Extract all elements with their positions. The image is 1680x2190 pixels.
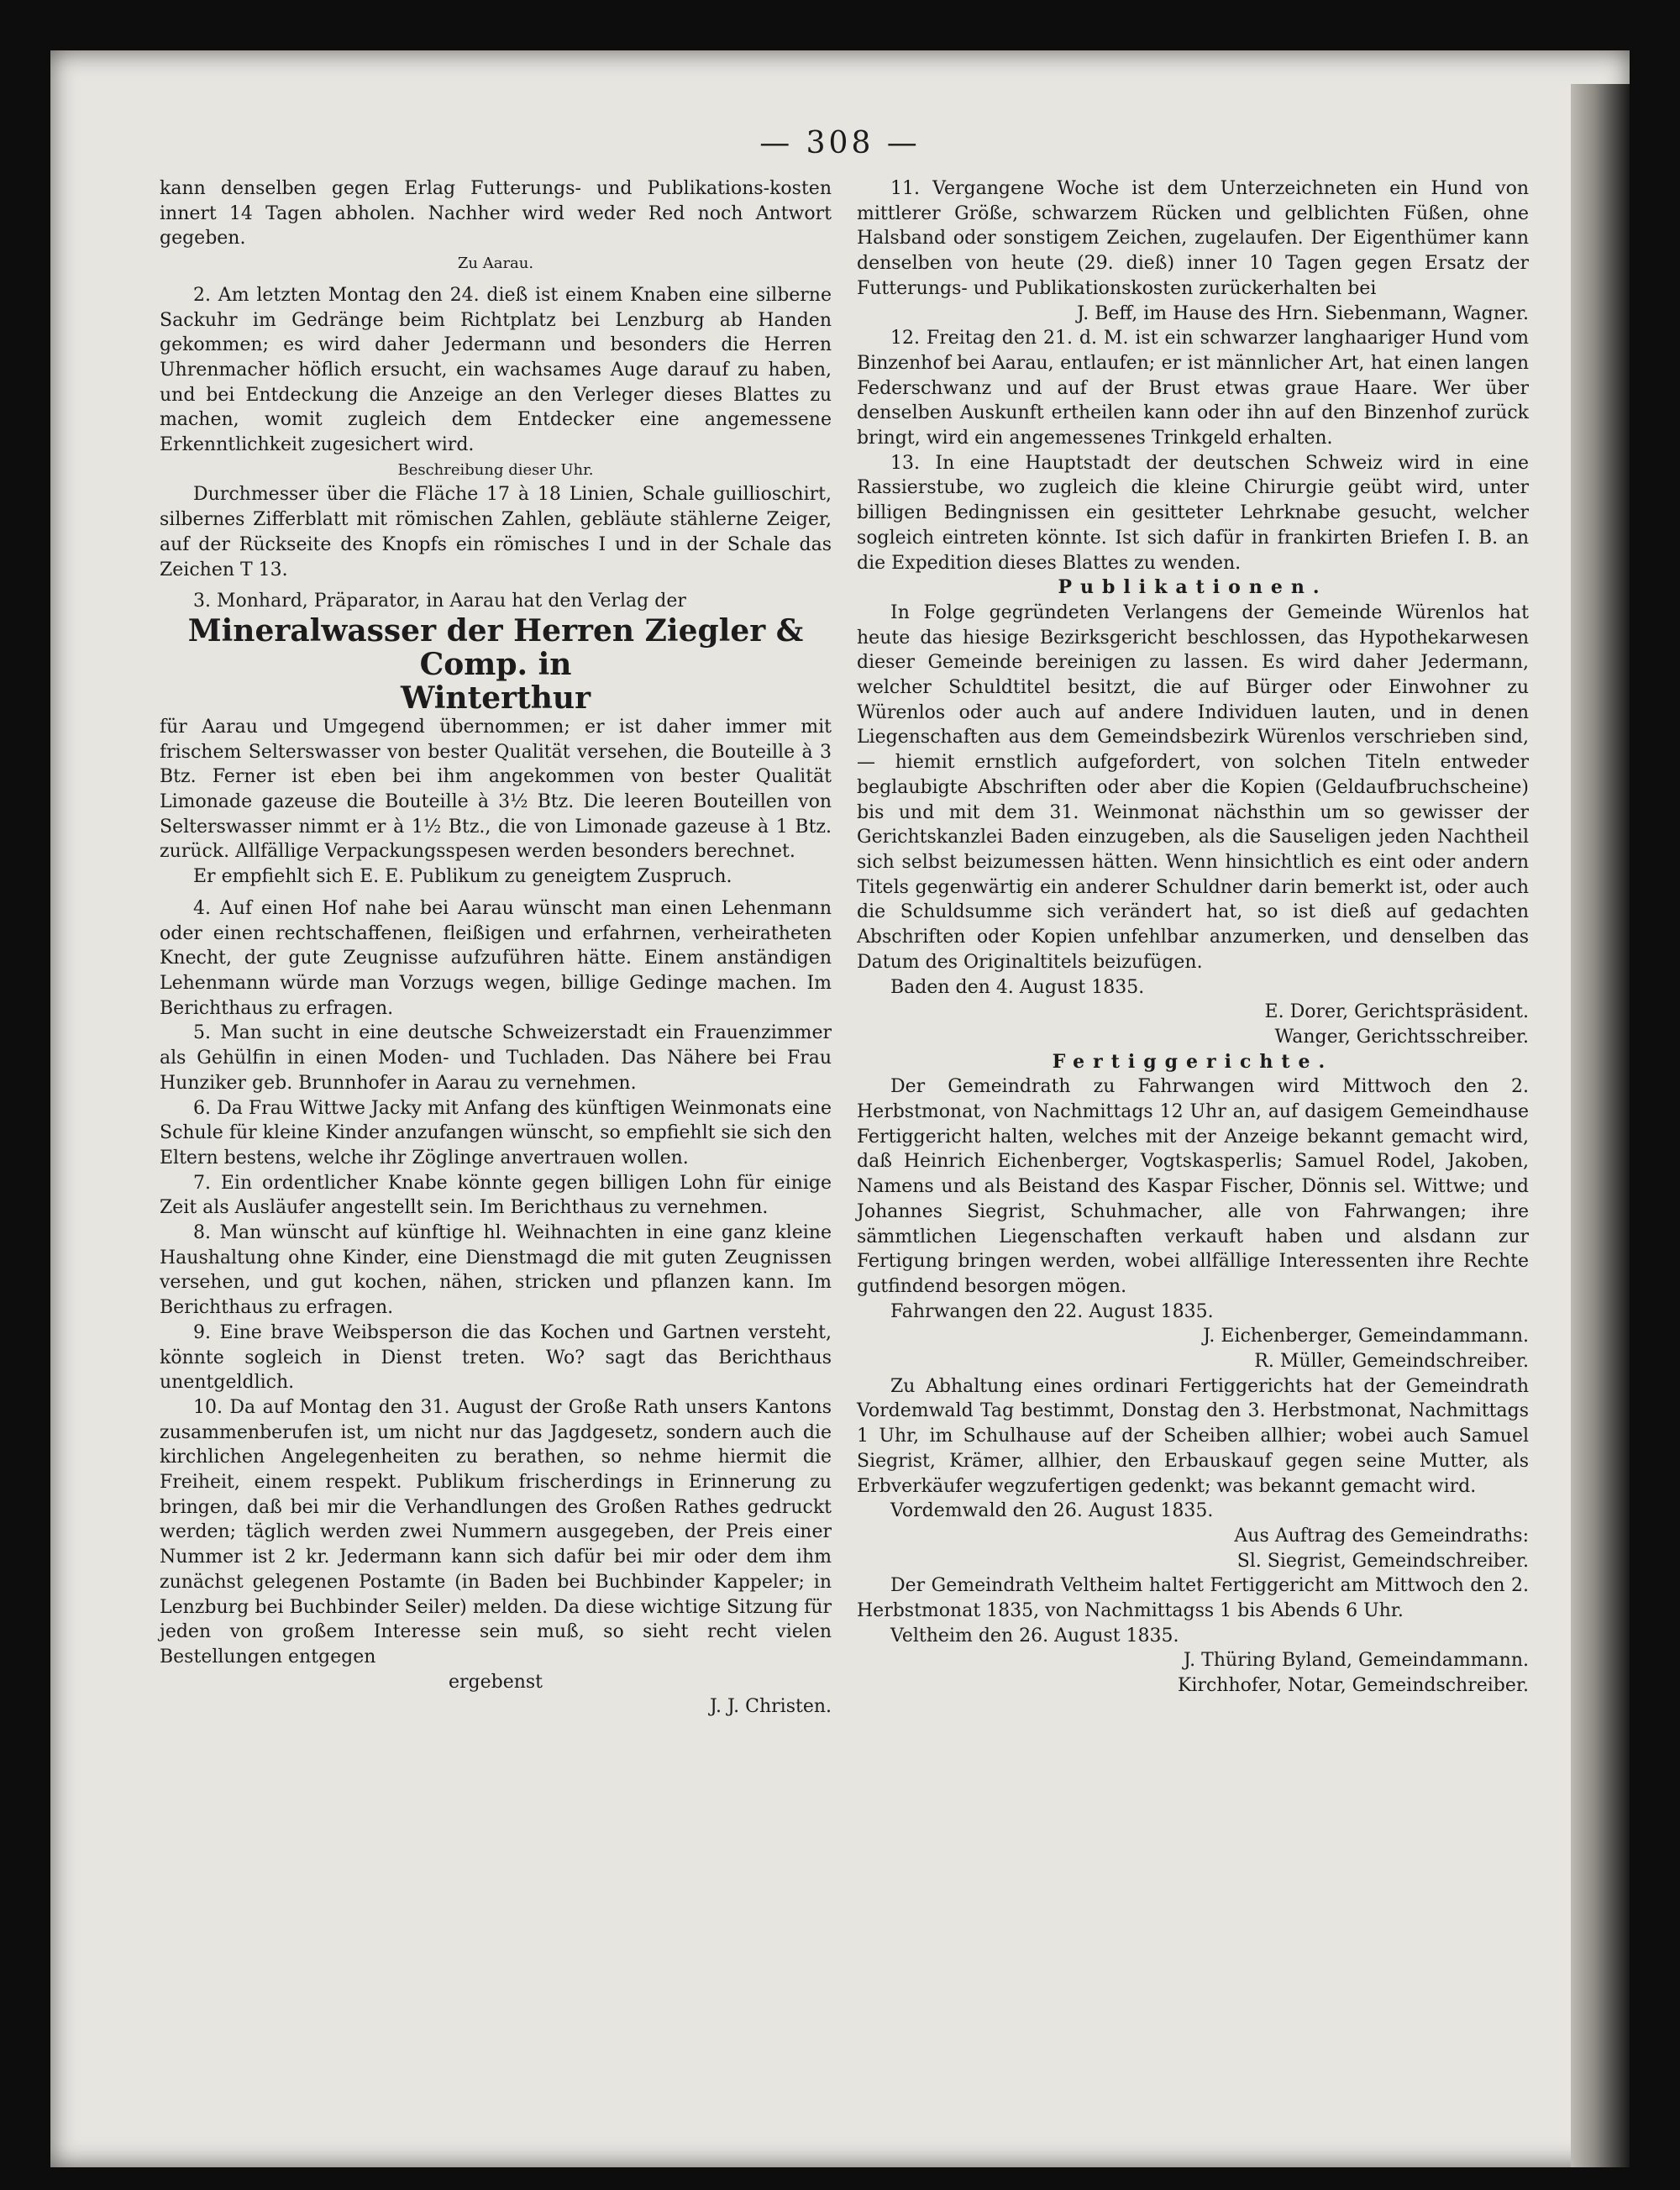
notice-3-title-line2: Winterthur <box>400 680 591 716</box>
fertiggericht-veltheim: Der Gemeindrath Veltheim haltet Fertiggericht am Mittwoch den 2. Herbstmonat 1835, von Nachmittagss 1 bis Abends 6 Uhr. <box>857 1575 1529 1622</box>
fertiggericht-veltheim-signature-2: Kirchhofer, Notar, Gemeindschreiber. <box>1178 1675 1529 1697</box>
newspaper-page <box>50 50 1630 2167</box>
fertiggericht-vordemwald: Zu Abhaltung eines ordinari Fertiggerichts hat der Gemeindrath Vordemwald Tag bestimmt, Donstag den 3. Herbstmonat, Nachmittags 1 Uhr, im Schulhause auf der Scheiben allhier; wobei auch Samuel Siegrist, Krämer, allhier, den Erbauskauf gegen seine Mutter, als Erbverkäufer wegzufertigen gedenkt; was bekannt gemacht wird. <box>857 1375 1529 1497</box>
fertiggericht-veltheim-signature-1: J. Thüring Byland, Gemeindammann. <box>1184 1650 1529 1672</box>
notice-10-signature: J. J. Christen. <box>709 1696 832 1718</box>
publication-signature-2: Wanger, Gerichtsschreiber. <box>1274 1026 1529 1048</box>
notice-11: 11. Vergangene Woche ist dem Unterzeichneten ein Hund von mittlerer Größe, schwarzem Rücken und gelblichten Füßen, ohne Halsband oder sonstigem Zeichen, zugelaufen. Der Eigenthümer kann denselben von heute (29. dieß) inner 10 Tagen gegen Ersatz der Futterungs- und Publikationskosten zurückerhalten bei <box>857 178 1529 299</box>
publication-date: Baden den 4. August 1835. <box>890 976 1145 998</box>
left-column <box>160 176 832 1720</box>
notice-8: 8. Man wünscht auf künftige hl. Weihnachten in eine ganz kleine Haushaltung ohne Kinder, eine Dienstmagd die mit guten Zeugnissen versehen, und gut kochen, nähen, stricken und pflanzen kann. Im Berichthaus zu erfragen. <box>160 1222 832 1319</box>
notice-9: 9. Eine brave Weibsperson die das Kochen und Gartnen versteht, könnte sogleich in Dienst treten. Wo? sagt das Berichthaus unentgeldlich. <box>160 1321 832 1394</box>
notice-10: 10. Da auf Montag den 31. August der Große Rath unsers Kantons zusammenberufen ist, um nicht nur das Jagdgesetz, sondern auch die kirchlichen Angelegenheiten zu berathen, so nehme hiermit die Freiheit, einem respekt. Publikum frischerdings in Erinnerung zu bringen, daß bei mir die Verhandlungen des Großen Rathes gedruckt werden; täglich werden zwei Nummern ausgegeben, der Preis einer Nummer ist 2 kr. Jedermann kann sich dafür bei mir oder dem ihm zunächst gelegenen Postamte (in Baden bei Buchbinder Kappeler; in Lenzburg bei Buchbinder Seiler) melden. Da diese wichtige Sitzung für jeden von großem Interesse sein muß, so sieht recht vielen Bestellungen entgegen <box>160 1396 832 1667</box>
notice-continuation: kann denselben gegen Erlag Futterungs- und Publikations-kosten innert 14 Tagen abholen. Nachher wird weder Red noch Antwort gegeben. <box>160 178 832 249</box>
notice-7: 7. Ein ordentlicher Knabe könnte gegen billigen Lohn für einige Zeit als Ausläufer angestellt sein. Im Berichthaus zu vernehmen. <box>160 1172 832 1219</box>
fertiggericht-vordemwald-date: Vordemwald den 26. August 1835. <box>890 1500 1214 1522</box>
fertiggericht-vordemwald-signature-2: Sl. Siegrist, Gemeindschreiber. <box>1236 1550 1529 1572</box>
publication-signature-1: E. Dorer, Gerichtspräsident. <box>1264 1001 1529 1023</box>
fertiggericht-fahrwangen: Der Gemeindrath zu Fahrwangen wird Mittwoch den 2. Herbstmonat, von Nachmittags 12 Uhr an, auf dasigem Gemeindhause Fertiggericht halten, welches mit der Anzeige bekannt gemacht wird, daß Heinrich Eichenberger, Vogtskasperlis; Samuel Rodel, Jakoben, Namens und als Beistand des Kaspar Fischer, Dönnis sel. Wittwe; und Johannes Siegrist, Schuhmacher, alle von Fahrwangen; ihre sämmtlichen Liegenschaften verkauft haben und alsdann zur Fertigung bringen werden, wobei allfällige Interessenten ihre Rechte gutfindend besorgen mögen. <box>857 1076 1529 1297</box>
notice-2: 2. Am letzten Montag den 24. dieß ist einem Knaben eine silberne Sackuhr im Gedränge beim Richtplatz bei Lenzburg ab Handen gekommen; es wird daher Jedermann und besonders die Herren Uhrenmacher höflich ersucht, ein wachsames Auge darauf zu haben, und bei Entdeckung die Anzeige an den Verleger dieses Blattes zu machen, womit zugleich dem Entdecker eine angemessene Erkenntlichkeit zugesichert wird. <box>160 284 832 456</box>
section-heading-publikationen: Publikationen. <box>1058 576 1328 599</box>
fertiggericht-fahrwangen-signature-2: R. Müller, Gemeindschreiber. <box>1254 1351 1529 1373</box>
notice-10-closing: ergebenst <box>448 1671 543 1693</box>
notice-13: 13. In eine Hauptstadt der deutschen Schweiz wird in eine Rassierstube, wo zugleich die kleine Chirurgie geübt wird, unter billigen Bedingnissen ein gesitteter Lehrknabe gesucht, welcher sogleich eintreten könnte. Ist sich dafür in frankirten Briefen I. B. an die Expedition dieses Blattes zu wenden. <box>857 452 1529 574</box>
publication-wuerenlos: In Folge gegründeten Verlangens der Gemeinde Würenlos hat heute das hiesige Bezirksgericht beschlossen, das Hypothekarwesen dieser Gemeinde bereinigen zu lassen. Es wird daher Jedermann, welcher Schuldtitel besitzt, die auf Bürger oder Einwohner zu Würenlos oder auch auf andere Individuen lauten, und in denen Liegenschaften aus dem Gemeindsbezirk Würenlos verschrieben sind, — hiemit ernstlich aufgefordert, von solchen Titeln entweder beglaubigte Abschriften oder aber die Kopien (Geldaufbruchscheine) bis und mit dem 31. Weinmonat nächsthin um so gewisser der Gerichtskanzlei Baden einzugeben, als die Sauseligen jeden Nachtheil sich selbst beizumessen hätten. Wenn hinsichtlich es eint oder andern Titels gegenwärtig ein anderer Schuldner darin bemerkt ist, oder auch die Schuldsumme sich verändert hat, so ist dieß auf gedachten Abschriften oder Kopien unfehlbar anzumerken, und denselben das Datum des Originaltitels beizufügen. <box>857 601 1529 973</box>
fertiggericht-fahrwangen-date: Fahrwangen den 22. August 1835. <box>890 1300 1214 1322</box>
page-number: — 308 — <box>759 126 921 160</box>
section-heading-fertiggerichte: Fertiggerichte. <box>1052 1050 1334 1073</box>
location-heading: Zu Aarau. <box>457 255 534 273</box>
watch-description-title: Beschreibung dieser Uhr. <box>397 460 594 479</box>
fertiggericht-fahrwangen-signature-1: J. Eichenberger, Gemeindammann. <box>1203 1326 1529 1347</box>
notice-12: 12. Freitag den 21. d. M. ist ein schwarzer langhaariger Hund vom Binzenhof bei Aarau, entlaufen; er ist männlicher Art, hat einen langen Federschwanz und auf der Brust etwas graue Haare. Wer über denselben Auskunft ertheilen kann oder ihn auf den Binzenhof zurück bringt, wird ein angemessenes Trinkgeld erhalten. <box>857 328 1529 449</box>
notice-4: 4. Auf einen Hof nahe bei Aarau wünscht man einen Lehenmann oder einen rechtschaffenen, fleißigen und erfahrnen, verheiratheten Knecht, der gute Zeugnisse aufzuführen hätte. Einem anständigen Lehenmann würde man Vorzugs wegen, billige Gedinge machen. Im Berichthaus zu erfragen. <box>160 897 832 1019</box>
notice-11-signature: J. Beff, im Hause des Hrn. Siebenmann, Wagner. <box>1077 302 1529 324</box>
fertiggericht-vordemwald-signature-1: Aus Auftrag des Gemeindraths: <box>1234 1525 1529 1547</box>
page-edge <box>1571 84 1630 2167</box>
notice-3-body: für Aarau und Umgegend übernommen; er ist daher immer mit frischem Selterswasser von bester Qualität versehen, die Bouteille à 3 Btz. Ferner ist eben bei ihm angekommen von bester Qualität Limonade gazeuse die Bouteille à 3½ Btz. Die leeren Bouteillen von Selterswasser nimmt er à 1½ Btz., die von Limonade gazeuse à 1 Btz. zurück. Allfällige Verpackungsspesen werden besonders berechnet. <box>160 716 832 863</box>
notice-3-closing: Er empfiehlt sich E. E. Publikum zu geneigtem Zuspruch. <box>193 866 732 888</box>
right-column <box>857 176 1529 1699</box>
notice-6: 6. Da Frau Wittwe Jacky mit Anfang des künftigen Weinmonats eine Schule für kleine Kinder anzufangen wünscht, so empfiehlt sie sich den Eltern bestens, welche ihr Zöglinge anvertrauen wollen. <box>160 1097 832 1169</box>
notice-5: 5. Man sucht in eine deutsche Schweizerstadt ein Frauenzimmer als Gehülfin in einen Moden- und Tuchladen. Das Nähere bei Frau Hunziker geb. Brunnhofer in Aarau zu vernehmen. <box>160 1022 832 1094</box>
notice-3-intro: 3. Monhard, Präparator, in Aarau hat den Verlag der <box>193 591 686 612</box>
fertiggericht-veltheim-date: Veltheim den 26. August 1835. <box>890 1625 1179 1646</box>
watch-description: Durchmesser über die Fläche 17 à 18 Linien, Schale guillioschirt, silbernes Zifferblatt mit römischen Zahlen, gebläute stählerne Zeiger, auf der Rückseite des Knopfs ein römisches I und in der Schale das Zeichen T 13. <box>160 484 832 580</box>
notice-3-title-line1: Mineralwasser der Herren Ziegler & Comp. in <box>187 612 804 682</box>
